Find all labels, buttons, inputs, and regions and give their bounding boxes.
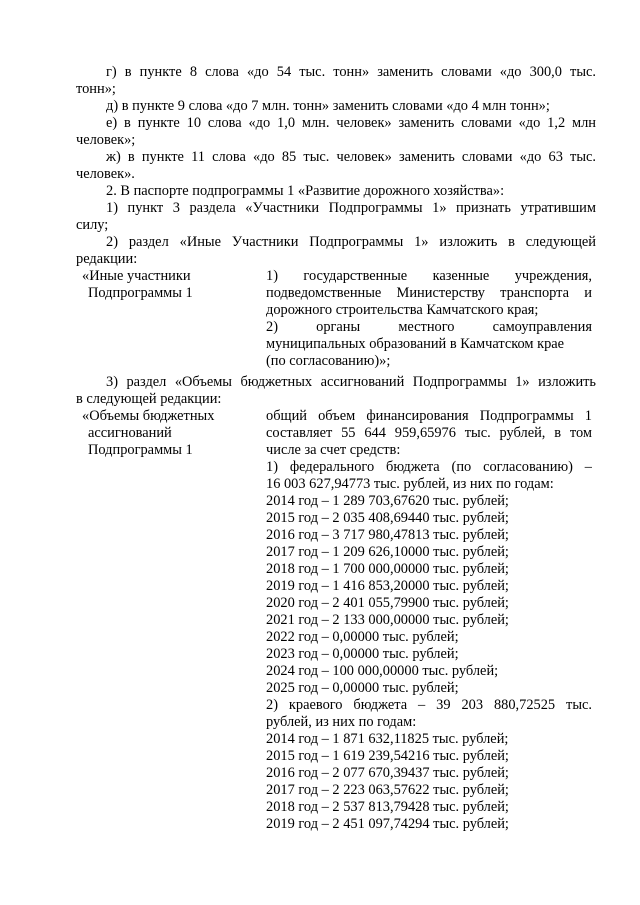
- para-3: [76, 374, 596, 408]
- federal-year-line: 2018 год – 1 700 000,00000 тыс. рублей;: [266, 561, 509, 577]
- para-d-line1: д) в пункте 9 слова «до 7 млн. тонн» заменить словами «до 4 млн тонн»;: [106, 98, 550, 114]
- amendment-list: [76, 64, 596, 268]
- para-g-line1: г) в пункте 8 слова «до 54 тыс. тонн» заменить словами «до 300,0 тыс.: [106, 64, 596, 80]
- regional-year-line: 2017 год – 2 223 063,57622 тыс. рублей;: [266, 782, 509, 798]
- federal-year-line: 2015 год – 2 035 408,69440 тыс. рублей;: [266, 510, 509, 526]
- para-zh-line1: ж) в пункте 11 слова «до 85 тыс. человек» заменить словами «до 63 тыс.: [106, 149, 596, 165]
- table2-intro-line3: числе за счет средств:: [266, 442, 401, 458]
- para-3-line1: 3) раздел «Объемы бюджетных ассигнований Подпрограммы 1» изложить: [106, 374, 596, 390]
- table1-content-line1: 1) государственные казенные учреждения,: [266, 268, 592, 284]
- table1-label-line1: «Иные участники: [82, 268, 191, 284]
- regional-year-line: 2019 год – 2 451 097,74294 тыс. рублей;: [266, 816, 509, 832]
- federal-year-line: 2016 год – 3 717 980,47813 тыс. рублей;: [266, 527, 509, 543]
- table2-label: [82, 408, 262, 459]
- para-2-2-line2: редакции:: [76, 251, 138, 267]
- federal-year-line: 2020 год – 2 401 055,79900 тыс. рублей;: [266, 595, 509, 611]
- table-other-participants: [76, 268, 596, 370]
- para-e-line2: человек»;: [76, 132, 136, 148]
- table2-intro-line2: составляет 55 644 959,65976 тыс. рублей, в том: [266, 425, 592, 441]
- table2-intro-line1: общий объем финансирования Подпрограммы 1: [266, 408, 592, 424]
- federal-year-line: 2019 год – 1 416 853,20000 тыс. рублей;: [266, 578, 509, 594]
- federal-year-line: 2017 год – 1 209 626,10000 тыс. рублей;: [266, 544, 509, 560]
- para-2-line1: 2. В паспорте подпрограммы 1 «Развитие дорожного хозяйства»:: [106, 183, 505, 199]
- federal-year-line: 2025 год – 0,00000 тыс. рублей;: [266, 680, 459, 696]
- table2-intro-line4: 1) федерального бюджета (по согласованию) –: [266, 459, 592, 475]
- table1-content-line6: (по согласованию)»;: [266, 353, 391, 369]
- table2-label-line2: ассигнований: [88, 425, 172, 441]
- para-2-1-line2: силу;: [76, 217, 109, 233]
- table2-label-line1: «Объемы бюджетных: [82, 408, 215, 424]
- table1-content-line4: 2) органы местного самоуправления: [266, 319, 592, 335]
- federal-year-line: 2023 год – 0,00000 тыс. рублей;: [266, 646, 459, 662]
- regional-intro-line1: 2) краевого бюджета – 39 203 880,72525 тыс.: [266, 697, 592, 713]
- federal-year-line: 2022 год – 0,00000 тыс. рублей;: [266, 629, 459, 645]
- regional-year-line: 2015 год – 1 619 239,54216 тыс. рублей;: [266, 748, 509, 764]
- para-zh-line2: человек».: [76, 166, 135, 182]
- table1-content-line2: подведомственные Министерству транспорта и: [266, 285, 592, 301]
- para-3-line2: в следующей редакции:: [76, 391, 222, 407]
- federal-year-line: 2024 год – 100 000,00000 тыс. рублей;: [266, 663, 499, 679]
- para-e-line1: е) в пункте 10 слова «до 1,0 млн. человек» заменить словами «до 1,2 млн: [106, 115, 596, 131]
- table2-intro-line5: 16 003 627,94773 тыс. рублей, из них по годам:: [266, 476, 554, 492]
- table1-label: [82, 268, 262, 302]
- table1-content-line5: муниципальных образований в Камчатском крае: [266, 336, 565, 352]
- table2-label-line3: Подпрограммы 1: [88, 442, 193, 458]
- para-2-1-line1: 1) пункт 3 раздела «Участники Подпрограммы 1» признать утратившим: [106, 200, 596, 216]
- table1-content: [266, 268, 592, 370]
- regional-year-line: 2018 год – 2 537 813,79428 тыс. рублей;: [266, 799, 509, 815]
- table1-label-line2: Подпрограммы 1: [88, 285, 193, 301]
- regional-intro-line2: рублей, из них по годам:: [266, 714, 417, 730]
- federal-year-line: 2021 год – 2 133 000,00000 тыс. рублей;: [266, 612, 509, 628]
- table1-content-line3: дорожного строительства Камчатского края;: [266, 302, 539, 318]
- table-budget-allocations: [76, 408, 596, 838]
- federal-year-line: 2014 год – 1 289 703,67620 тыс. рублей;: [266, 493, 509, 509]
- regional-year-line: 2016 год – 2 077 670,39437 тыс. рублей;: [266, 765, 509, 781]
- para-2-2-line1: 2) раздел «Иные Участники Подпрограммы 1» изложить в следующей: [106, 234, 596, 250]
- para-g-line2: тонн»;: [76, 81, 116, 97]
- regional-year-line: 2014 год – 1 871 632,11825 тыс. рублей;: [266, 731, 509, 747]
- table2-content: [266, 408, 592, 833]
